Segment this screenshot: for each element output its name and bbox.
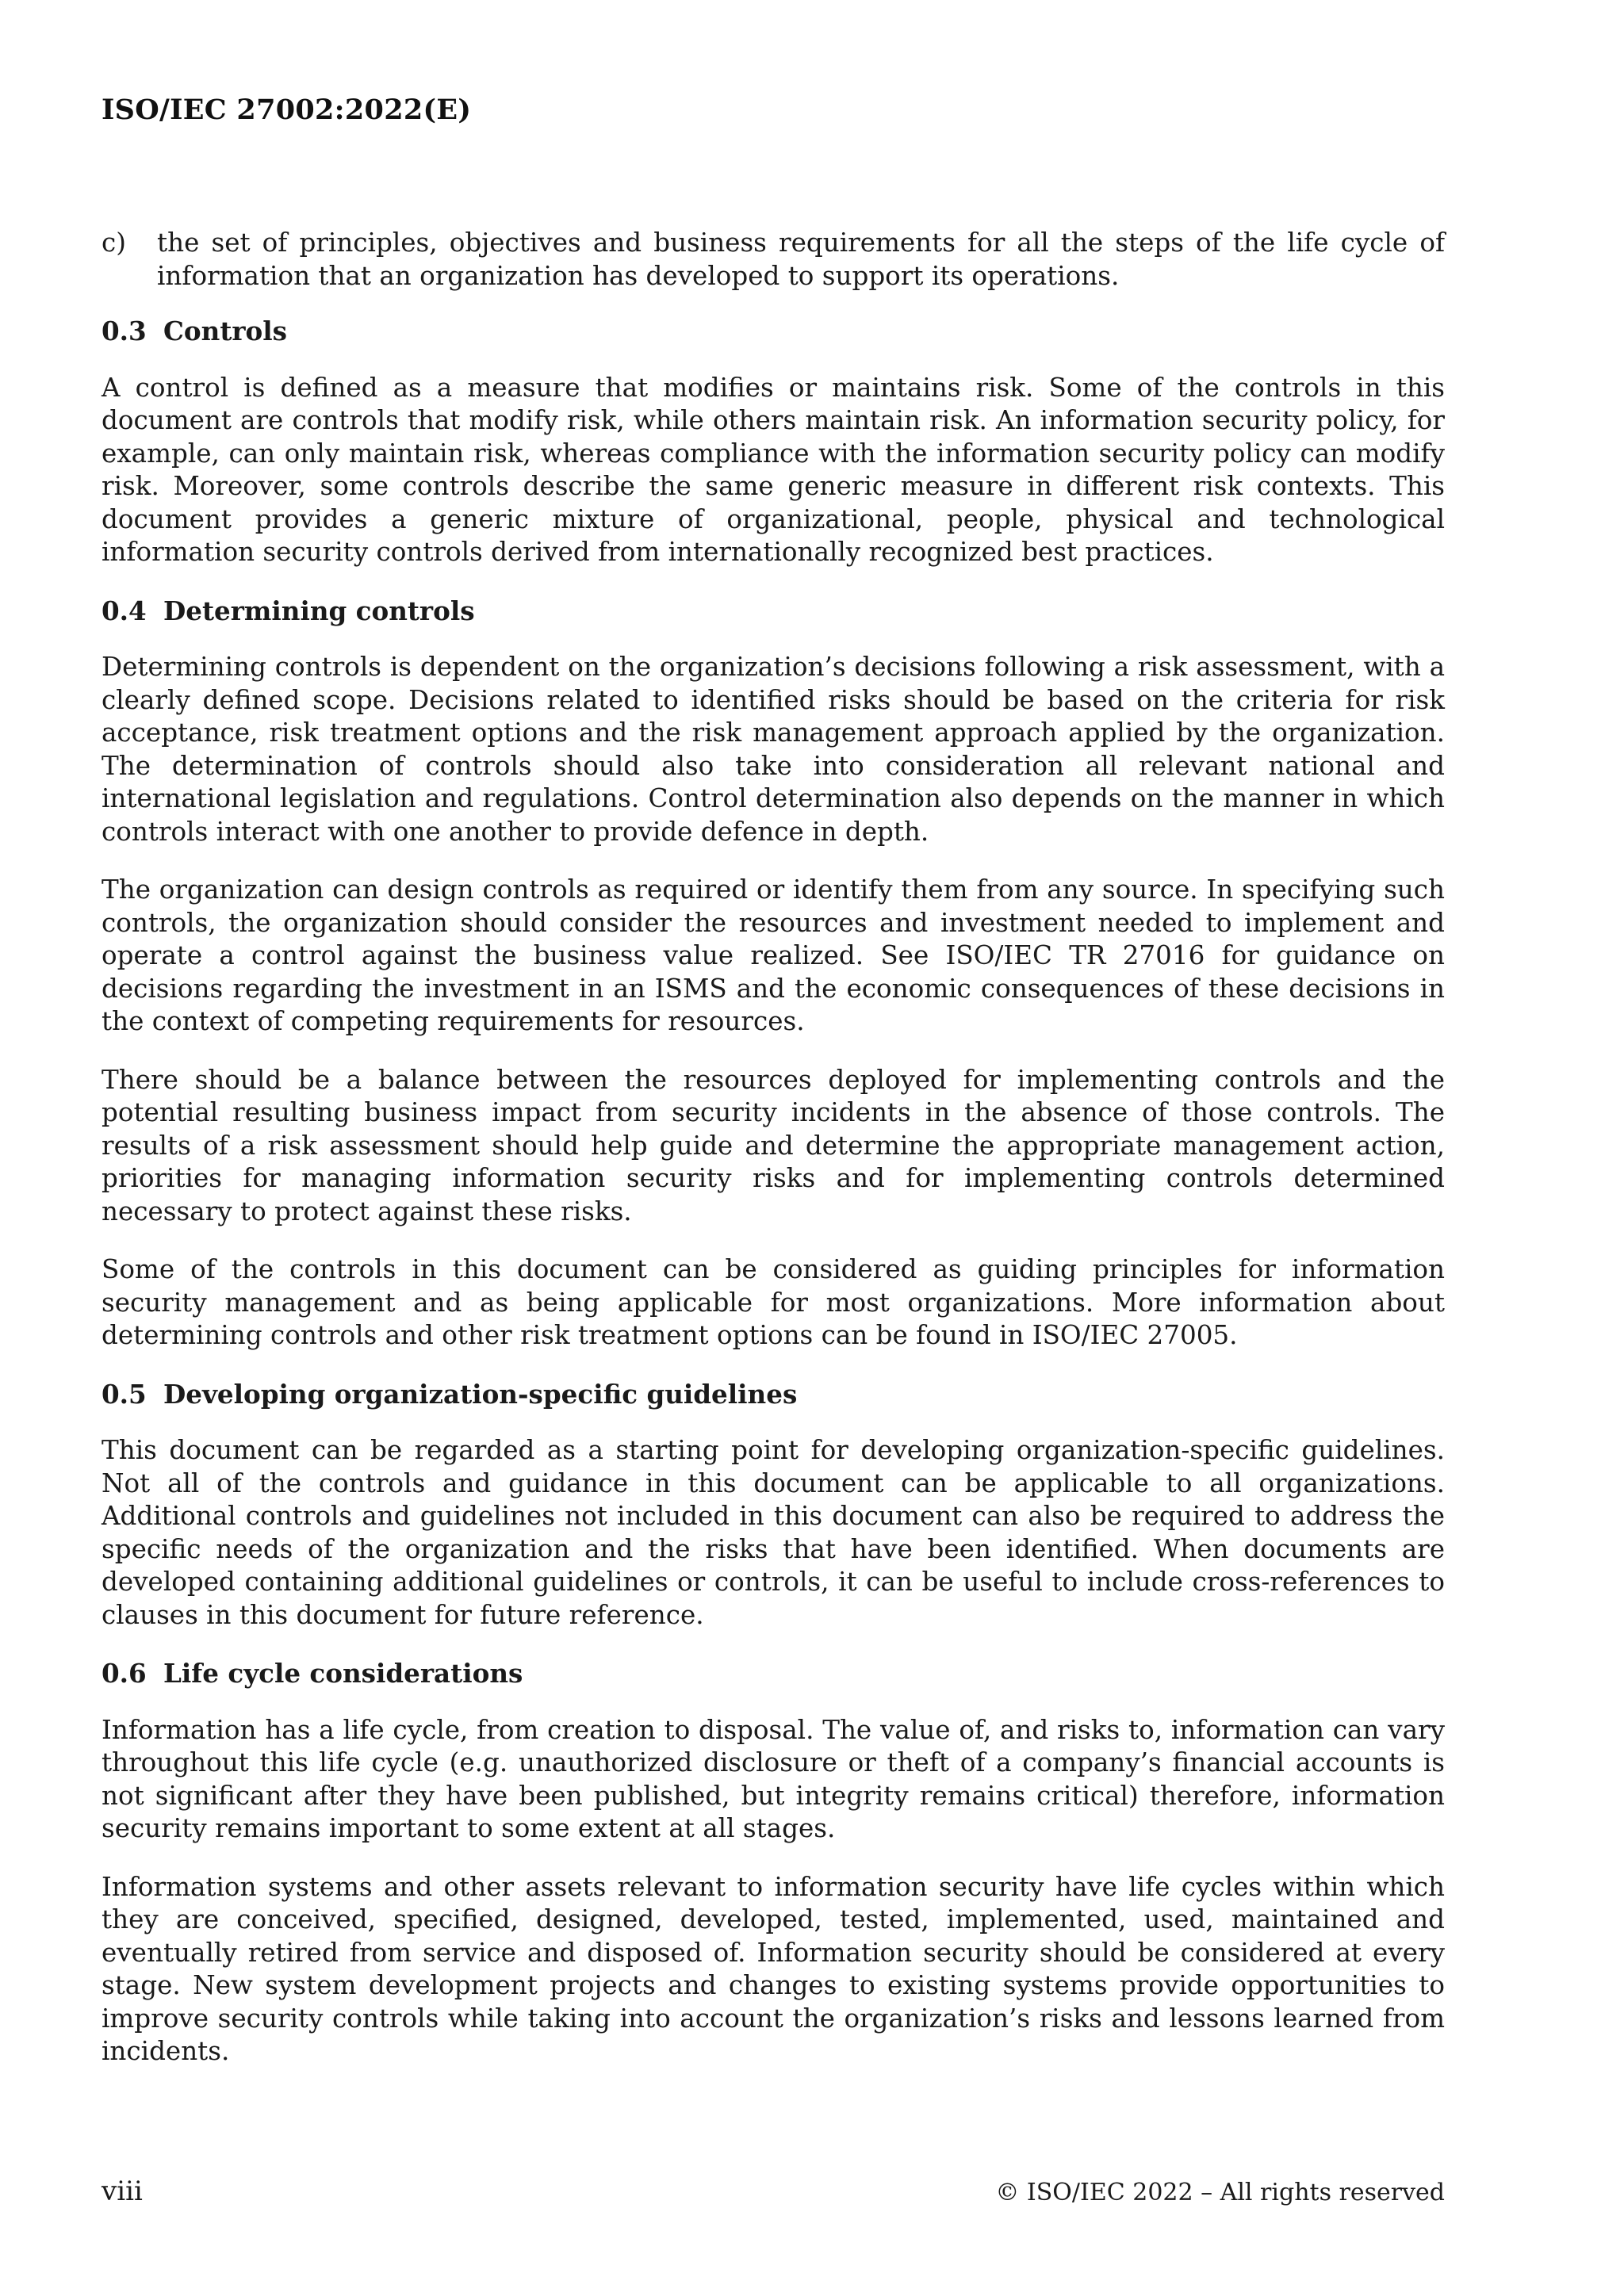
paragraph: Some of the controls in this document can be considered as guiding principles for information security management and as being applicable for most organizations. More information about determining controls and other risk treatment options can be found in ISO/IEC 27005. [102, 1254, 1445, 1350]
page-number: viii [102, 2175, 143, 2207]
section-heading-0-4 [102, 595, 1445, 628]
list-marker: c) [102, 228, 126, 258]
list-item-text: the set of principles, objectives and business requirements for all the steps of the life cycle of information that an organization has developed to support its operations. [157, 228, 1445, 291]
paragraph: This document can be regarded as a starting point for developing organization-specific guidelines. Not all of the controls and guidance in this document can be applicable to all organizations. Additional controls and guidelines not included in this document can also be required to address the specific needs of the organization and the risks that have been identified. When documents are developed containing additional guidelines or controls, it can be useful to include cross-references to clauses in this document for future reference. [102, 1435, 1445, 1630]
section-number: 0.3 [102, 316, 147, 346]
section-title: Controls [163, 316, 288, 346]
paragraph: A control is defined as a measure that modifies or maintains risk. Some of the controls in this document are controls that modify risk, while others maintain risk. An information security policy, for example, can only maintain risk, whereas compliance with the information security policy can modify risk. Moreover, some controls describe the same generic measure in different risk contexts. This document provides a generic mixture of organizational, people, physical and technological information security controls derived from internationally recognized best practices. [102, 372, 1445, 567]
section-title: Life cycle considerations [163, 1658, 523, 1689]
section-number: 0.5 [102, 1378, 147, 1410]
section-title: Developing organization-specific guidelines [163, 1378, 798, 1410]
section-number: 0.6 [102, 1658, 147, 1689]
section-title: Determining controls [163, 595, 475, 626]
paragraph: The organization can design controls as required or identify them from any source. In specifying such controls, the organization should consider the resources and investment needed to implement and operate a control against the business value realized. See ISO/IEC TR 27016 for guidance on decisions regarding the investment in an ISMS and the economic consequences of these decisions in the context of competing requirements for resources. [102, 874, 1445, 1036]
section-heading-0-5 [102, 1378, 1445, 1411]
page-body [102, 227, 1445, 2094]
section-heading-0-6 [102, 1657, 1445, 1690]
document-identifier: ISO/IEC 27002:2022(E) [102, 94, 472, 126]
paragraph: Information has a life cycle, from creation to disposal. The value of, and risks to, information can vary throughout this life cycle (e.g. unauthorized disclosure or theft of a company’s financial accounts is not significant after they have been published, but integrity remains critical) therefore, information security remains important to some extent at all stages. [102, 1714, 1445, 1843]
paragraph: There should be a balance between the resources deployed for implementing controls and the potential resulting business impact from security incidents in the absence of those controls. The results of a risk assessment should help guide and determine the appropriate management action, priorities for managing information security risks and for implementing controls determined necessary to protect against these risks. [102, 1064, 1445, 1226]
paragraph: Determining controls is dependent on the organization’s decisions following a risk assessment, with a clearly defined scope. Decisions related to identified risks should be based on the criteria for risk acceptance, risk treatment options and the risk management approach applied by the organization. The determination of controls should also take into consideration all relevant national and international legislation and regulations. Control determination also depends on the manner in which controls interact with one another to provide defence in depth. [102, 652, 1445, 847]
section-number: 0.4 [102, 595, 147, 626]
copyright-notice: © ISO/IEC 2022 – All rights reserved [995, 2179, 1445, 2206]
list-item-c [102, 227, 1445, 293]
paragraph: Information systems and other assets relevant to information security have life cycles within which they are conceived, specified, designed, developed, tested, implemented, used, maintained and eventually retired from service and disposed of. Information security should be considered at every stage. New system development projects and changes to existing systems provide opportunities to improve security controls while taking into account the organization’s risks and lessons learned from incidents. [102, 1871, 1445, 2066]
section-heading-0-3 [102, 315, 1445, 348]
